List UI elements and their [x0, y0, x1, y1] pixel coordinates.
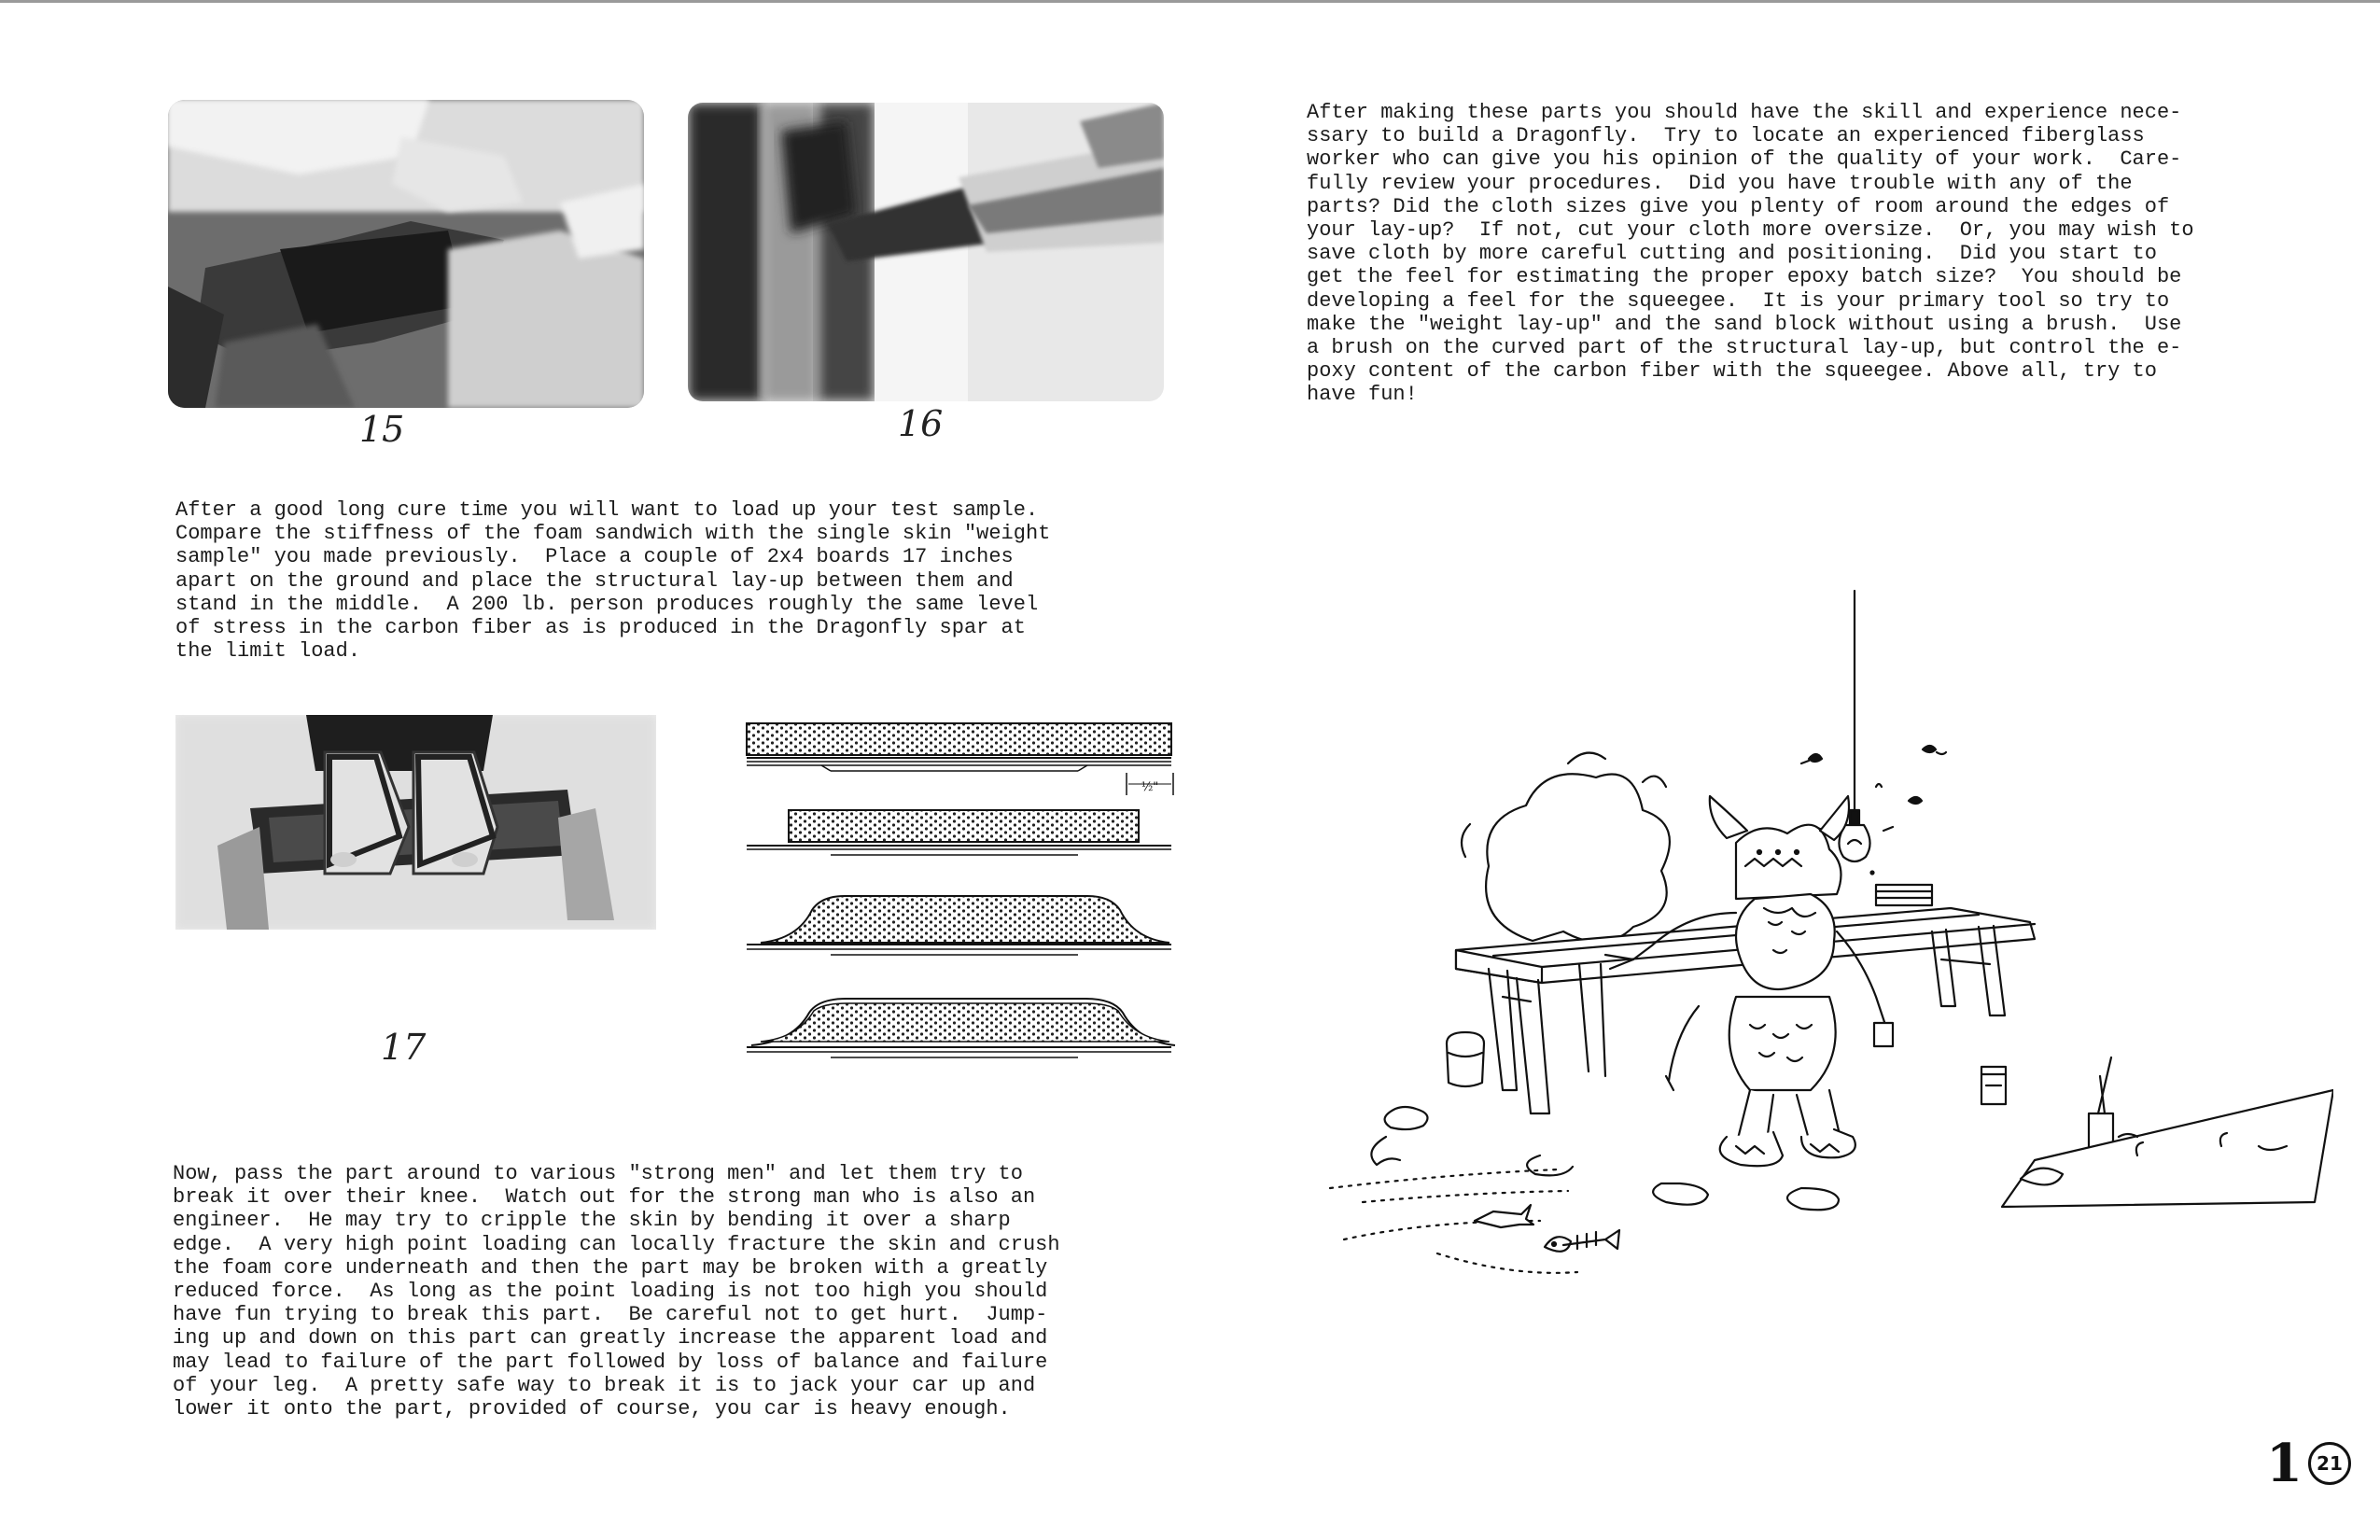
paragraph-line: break it over their knee. Watch out for the strong man who is also an: [173, 1185, 1036, 1210]
flies: [1801, 746, 1946, 804]
section-3-shaped-core: [747, 896, 1171, 955]
squeegee-tool-on-floor: [2002, 1090, 2333, 1207]
paragraph-line: save cloth by more careful cutting and positioning. Did you start to: [1307, 242, 2157, 266]
paragraph-line: engineer. He may try to cripple the skin by bending it over a sharp: [173, 1209, 1011, 1233]
paragraph-line: reduced force. As long as the point loading is not too high you should: [173, 1280, 1048, 1304]
circled-page-number: 21: [2308, 1442, 2351, 1485]
photo-16-caption: 16: [898, 403, 944, 444]
section-number: 1: [2266, 1433, 2303, 1494]
paragraph-line: your lay-up? If not, cut your cloth more oversize. Or, you may wish to: [1307, 218, 2194, 243]
paragraph-line: get the feel for estimating the proper epoxy batch size? You should be: [1307, 265, 2182, 289]
paragraph-line: a brush on the curved part of the structural lay-up, but control the e-: [1307, 336, 2182, 360]
paragraph-line: stand in the middle. A 200 lb. person produces roughly the same level: [175, 592, 1039, 616]
page-top-edge: [0, 0, 2380, 3]
paragraph-line: ing up and down on this part can greatly increase the apparent load and: [173, 1326, 1048, 1351]
paragraph-line: poxy content of the carbon fiber with the squeegee. Above all, try to: [1307, 359, 2157, 384]
paragraph-line: of your leg. A pretty safe way to break it is to jack your car up and: [173, 1373, 1036, 1397]
break-test-paragraph: [173, 1162, 1060, 1421]
paragraph-line: have fun trying to break this part. Be careful not to get hurt. Jump-: [173, 1303, 1048, 1327]
photo-17-caption: 17: [381, 1027, 427, 1068]
paragraph-line: the foam core underneath and then the part may be broken with a greatly: [173, 1255, 1048, 1280]
cure-test-paragraph: [175, 498, 1050, 663]
photo-17-standing-test: [175, 715, 656, 930]
paragraph-line: lower it onto the part, provided of course, you car is heavy enough.: [173, 1397, 1011, 1421]
paragraph-line: fully review your procedures. Did you have trouble with any of the: [1307, 171, 2133, 195]
paragraph-line: the limit load.: [175, 639, 361, 664]
paragraph-line: may lead to failure of the part followed by loss of balance and failure: [173, 1350, 1048, 1374]
paint-can: [1981, 1067, 2006, 1104]
paragraph-line: Compare the stiffness of the foam sandwich with the single skin "weight: [175, 522, 1051, 546]
paragraph-line: edge. A very high point loading can locally fracture the skin and crush: [173, 1232, 1060, 1256]
paragraph-line: have fun!: [1307, 383, 1418, 407]
section-2-trimmed-core: [747, 810, 1171, 855]
section-1-flat-core: [747, 723, 1171, 771]
foam-core-cross-section-diagram: [742, 719, 1185, 1069]
paragraph-line: apart on the ground and place the structural lay-up between them and: [175, 568, 1014, 593]
dotted-trails: [1330, 1169, 1577, 1273]
smoke-cloud: [1462, 753, 1670, 943]
paragraph-line: of stress in the carbon fiber as is produced in the Dragonfly spar at: [175, 616, 1026, 640]
paragraph-line: sample" you made previously. Place a couple of 2x4 boards 17 inches: [175, 545, 1014, 569]
section-4-glassed-core: [747, 999, 1175, 1057]
glass-with-brush: [2089, 1057, 2113, 1151]
paragraph-line: worker who can give you his opinion of the quality of your work. Care-: [1307, 147, 2182, 172]
paragraph-line: developing a feel for the squeegee. It is your primary tool so try to: [1307, 288, 2170, 313]
photo-15-squeegee: [168, 100, 644, 408]
photo-15-caption: 15: [359, 409, 405, 450]
paragraph-line: make the "weight lay-up" and the sand block without using a brush. Use: [1307, 312, 2182, 336]
photo-16-squeegee-hand: [688, 103, 1164, 401]
paragraph-line: ssary to build a Dragonfly. Try to locate an experienced fiberglass: [1307, 124, 2145, 148]
fish-skeleton: [1475, 1205, 1619, 1252]
paragraph-line: parts? Did the cloth sizes give you plenty of room around the edges of: [1307, 194, 2170, 218]
paragraph-line: After a good long cure time you will want to load up your test sample.: [175, 498, 1039, 522]
paragraph-line: Now, pass the part around to various "strong men" and let them try to: [173, 1162, 1023, 1185]
viking-workbench-cartoon: [1325, 586, 2333, 1295]
intro-paragraph: [1307, 101, 2194, 407]
page-number: [2266, 1433, 2351, 1494]
paragraph-line: After making these parts you should have the skill and experience nece-: [1307, 101, 2182, 124]
dimension-label: ½": [1141, 780, 1159, 794]
